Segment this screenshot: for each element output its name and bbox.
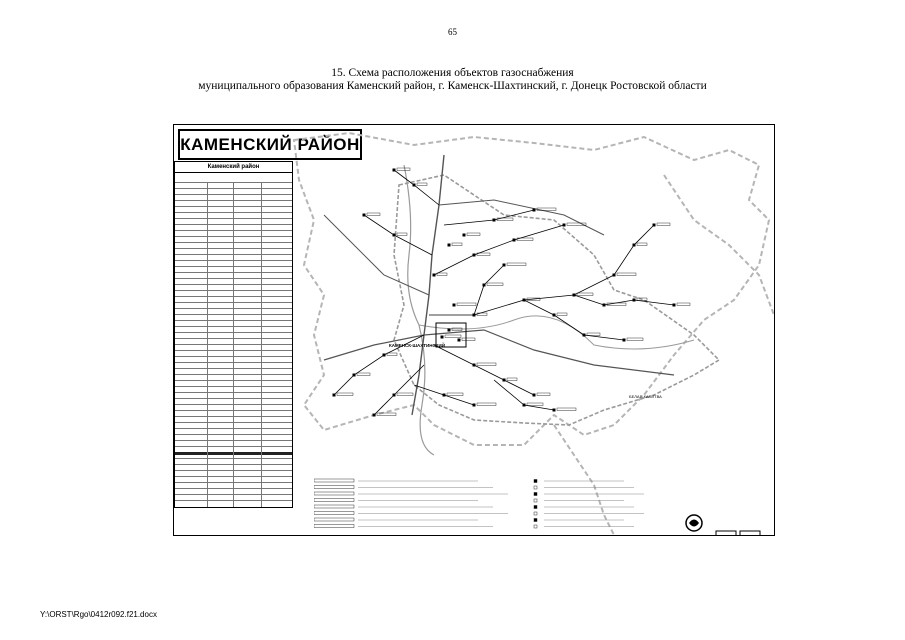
settlement-marker [441, 336, 444, 339]
region-table-title: Каменский район [175, 162, 292, 173]
settlement-label-box [447, 393, 463, 396]
legend-swatch [314, 499, 354, 502]
legend-swatch [314, 518, 354, 521]
settlement-label-box [657, 223, 670, 226]
settlement-marker [523, 404, 526, 407]
logo-box-2 [740, 531, 760, 536]
map-drawing [174, 125, 774, 535]
settlement-marker [493, 219, 496, 222]
settlement-label-box [477, 363, 496, 366]
settlement-label-box [467, 233, 480, 236]
settlement-marker [443, 394, 446, 397]
settlement-label-box [337, 393, 353, 396]
settlement-marker [433, 274, 436, 277]
settlement-label-box [462, 338, 475, 341]
settlement-marker [448, 244, 451, 247]
settlement-label-box [452, 243, 462, 246]
map-frame [173, 124, 775, 536]
district-boundary-inner [394, 175, 719, 425]
logo-mark [689, 520, 699, 527]
legend-symbol-icon [534, 486, 537, 489]
settlement-label-box [577, 293, 593, 296]
page-number: 65 [448, 27, 457, 37]
settlement-label-box [367, 213, 380, 216]
settlement-marker [553, 314, 556, 317]
settlement-marker [448, 329, 451, 332]
settlement-marker [393, 169, 396, 172]
page-title-line-2: муниципального образования Каменский район, г. Каменск-Шахтинский, г. Донецк Ростовской области [198, 80, 707, 92]
settlement-marker [483, 284, 486, 287]
settlement-label-box [677, 303, 690, 306]
settlement-marker [373, 414, 376, 417]
logo-box-1 [716, 531, 736, 536]
settlement-marker [563, 224, 566, 227]
legend-symbol-icon [534, 480, 537, 483]
legend-symbol-icon [534, 512, 537, 515]
settlement-label-box [397, 168, 410, 171]
settlement-marker [473, 404, 476, 407]
legend-swatch [314, 512, 354, 515]
legend-swatch [314, 525, 354, 528]
settlement-marker [653, 224, 656, 227]
road-north-south [412, 155, 444, 415]
settlement-marker [503, 264, 506, 267]
settlement-label-box [557, 408, 576, 411]
settlement-label-box [397, 393, 413, 396]
road-west-east [324, 330, 674, 375]
settlement-label-box [417, 183, 427, 186]
settlement-label-box [637, 243, 647, 246]
page-title-line-1: 15. Схема расположения объектов газоснабжения [331, 67, 574, 79]
settlement-marker [613, 274, 616, 277]
legend-symbol-icon [534, 506, 537, 509]
city-label: КАМЕНСК-ШАХТИНСКИЙ [389, 343, 445, 348]
settlement-marker [413, 184, 416, 187]
settlement-label-box [527, 403, 543, 406]
settlement-label-box [587, 333, 600, 336]
settlement-marker [333, 394, 336, 397]
settlement-marker [523, 299, 526, 302]
settlement-marker [473, 364, 476, 367]
legend-swatch [314, 479, 354, 482]
settlement-label-box [507, 378, 517, 381]
settlement-marker [393, 234, 396, 237]
settlement-marker [633, 299, 636, 302]
settlement-label-box [457, 303, 476, 306]
settlement-markers [333, 168, 691, 417]
legend-symbol-icon [534, 525, 537, 528]
river-main [404, 165, 434, 455]
settlement-marker [458, 339, 461, 342]
map-banner: КАМЕНСКИЙ РАЙОН [178, 129, 362, 160]
district-boundary-east [664, 175, 774, 315]
settlement-marker [363, 214, 366, 217]
settlement-marker [453, 304, 456, 307]
legend-symbol-icon [534, 499, 537, 502]
settlement-label-box [387, 353, 397, 356]
settlement-marker [473, 254, 476, 257]
settlement-marker [533, 394, 536, 397]
settlement-marker [673, 304, 676, 307]
district-boundary-outer [294, 133, 769, 445]
settlement-marker [573, 294, 576, 297]
settlement-label-box [557, 313, 567, 316]
settlement-label-box [617, 273, 636, 276]
settlement-marker [583, 334, 586, 337]
footer-path: Y:\ORST\Rgo\0412r092.f21.docx [40, 610, 157, 619]
settlement-marker [603, 304, 606, 307]
settlement-marker [553, 409, 556, 412]
settlement-label-box [357, 373, 370, 376]
settlement-marker [633, 244, 636, 247]
settlement-marker [463, 234, 466, 237]
road-northwest [324, 215, 429, 295]
settlement-label-box [507, 263, 526, 266]
settlement-label-box [445, 335, 461, 338]
settlement-marker [623, 339, 626, 342]
settlement-marker [353, 374, 356, 377]
settlement-label-box [627, 338, 643, 341]
settlement-marker [473, 314, 476, 317]
settlement-marker [393, 394, 396, 397]
settlement-marker [503, 379, 506, 382]
page-title [0, 67, 905, 93]
settlement-marker [383, 354, 386, 357]
legend-swatch [314, 492, 354, 495]
settlement-label-box [537, 393, 550, 396]
legend-swatch [314, 505, 354, 508]
settlement-label-box [397, 233, 407, 236]
legend-symbol-icon [534, 493, 537, 496]
place-label-right: БЕЛАЯ КАЛИТВА [629, 394, 662, 399]
legend-swatch [314, 486, 354, 489]
logos [682, 513, 766, 536]
settlement-label-box [487, 283, 503, 286]
settlement-marker [513, 239, 516, 242]
legend-symbol-icon [534, 519, 537, 522]
settlement-label-box [437, 273, 447, 276]
settlement-marker [533, 209, 536, 212]
settlement-label-box [477, 403, 496, 406]
